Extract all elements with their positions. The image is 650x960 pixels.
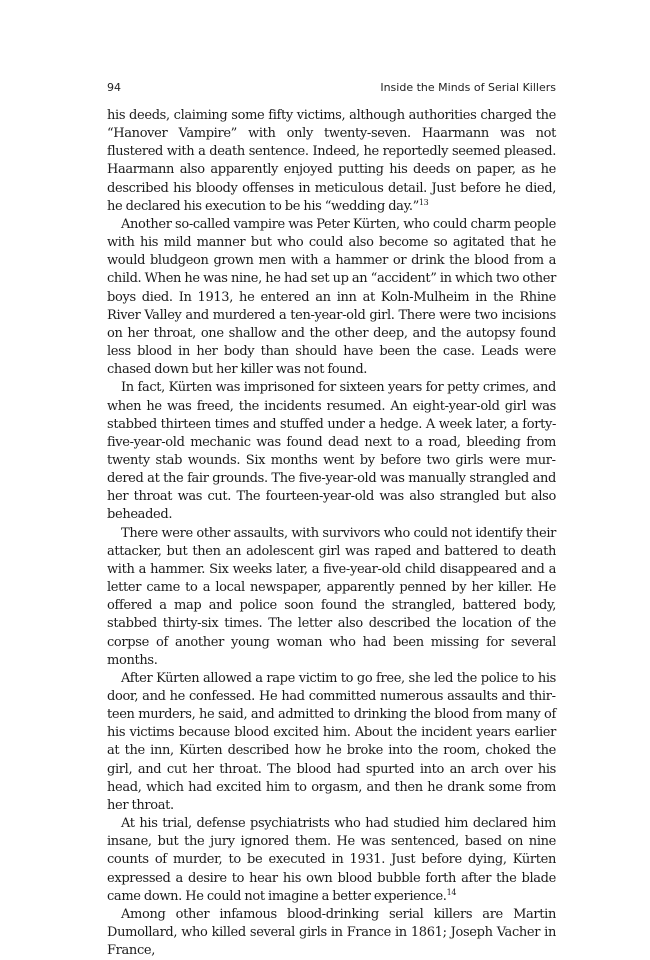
paragraph: After Kürten allowed a rape victim to go free, she led the police to his door, and he confessed. He had committed numerous assaults and thirteen murders, he said, and admitted to drinking the blood from many of his victims because blood excited him. About the incident years earlier at the inn, Kürten described how he broke into the room, choked the girl, and cut her throat. The blood had spurted into an arch over his head, which had excited him to orgasm, and then he drank some from her throat. [107, 670, 556, 813]
page-number: 94 [107, 81, 121, 94]
paragraph: There were other assaults, with survivors who could not identify their attacker, but then an adolescent girl was raped and battered to death with a hammer. Six weeks later, a five-year-old child disappeared and a letter came to a local newspaper, apparently penned by her killer. He offered a map and police soon found the strangled, battered body, stabbed thirty-six times. The letter also described the location of the corpse of another young woman who had been missing for several months. [107, 525, 556, 668]
running-header [107, 80, 556, 96]
paragraph: Another so-called vampire was Peter Kürten, who could charm people with his mild manner but who could also become so agitated that he would bludgeon grown men with a hammer or drink the blood from a child. When he was nine, he had set up an “accident” in which two other boys died. In 1913, he entered an inn at Koln-Mulheim in the Rhine River Valley and murdered a ten-year-old girl. There were two incisions on her throat, one shallow and the other deep, and the autopsy found less blood in her body than should have been the case. Leads were chased down but her killer was not found. [107, 216, 556, 378]
paragraph: Among other infamous blood-drinking serial killers are Martin Dumollard, who killed several girls in France in 1861; Joseph Vacher in France, [107, 906, 556, 959]
paragraph-text: his deeds, claiming some fifty victims, although authorities charged the “Hanover Vampire” with only twenty-seven. Haarmann was not flustered with a death sentence. Indeed, he reportedly seemed pleased. Haarmann also apparently enjoyed putting his deeds on paper, as he described his bloody offenses in meticulous detail. Just before he died, he declared his execution to be his “wedding day.” [107, 108, 556, 214]
footnote-marker: 14 [446, 887, 457, 897]
paragraph [107, 815, 556, 906]
body-text [107, 107, 556, 960]
running-title: Inside the Minds of Serial Killers [380, 81, 556, 94]
paragraph-text: At his trial, defense psychiatrists who had studied him declared him insane, but the jury ignored them. He was sentenced, based on nine counts of murder, to be executed in 1931. Just before dying, Kürten expressed a desire to hear his own blood bubble forth after the blade came down. He could not imagine a better experience. [107, 816, 556, 904]
footnote-marker: 13 [418, 197, 429, 207]
paragraph [107, 107, 556, 216]
paragraph: In fact, Kürten was imprisoned for sixteen years for petty crimes, and when he was freed, the incidents resumed. An eight-year-old girl was stabbed thirteen times and stuffed under a hedge. A week later, a forty-five-year-old mechanic was found dead next to a road, bleeding from twenty stab wounds. Six months went by before two girls were murdered at the fair grounds. The five-year-old was manually strangled and her throat was cut. The fourteen-year-old was also strangled but also beheaded. [107, 380, 556, 523]
